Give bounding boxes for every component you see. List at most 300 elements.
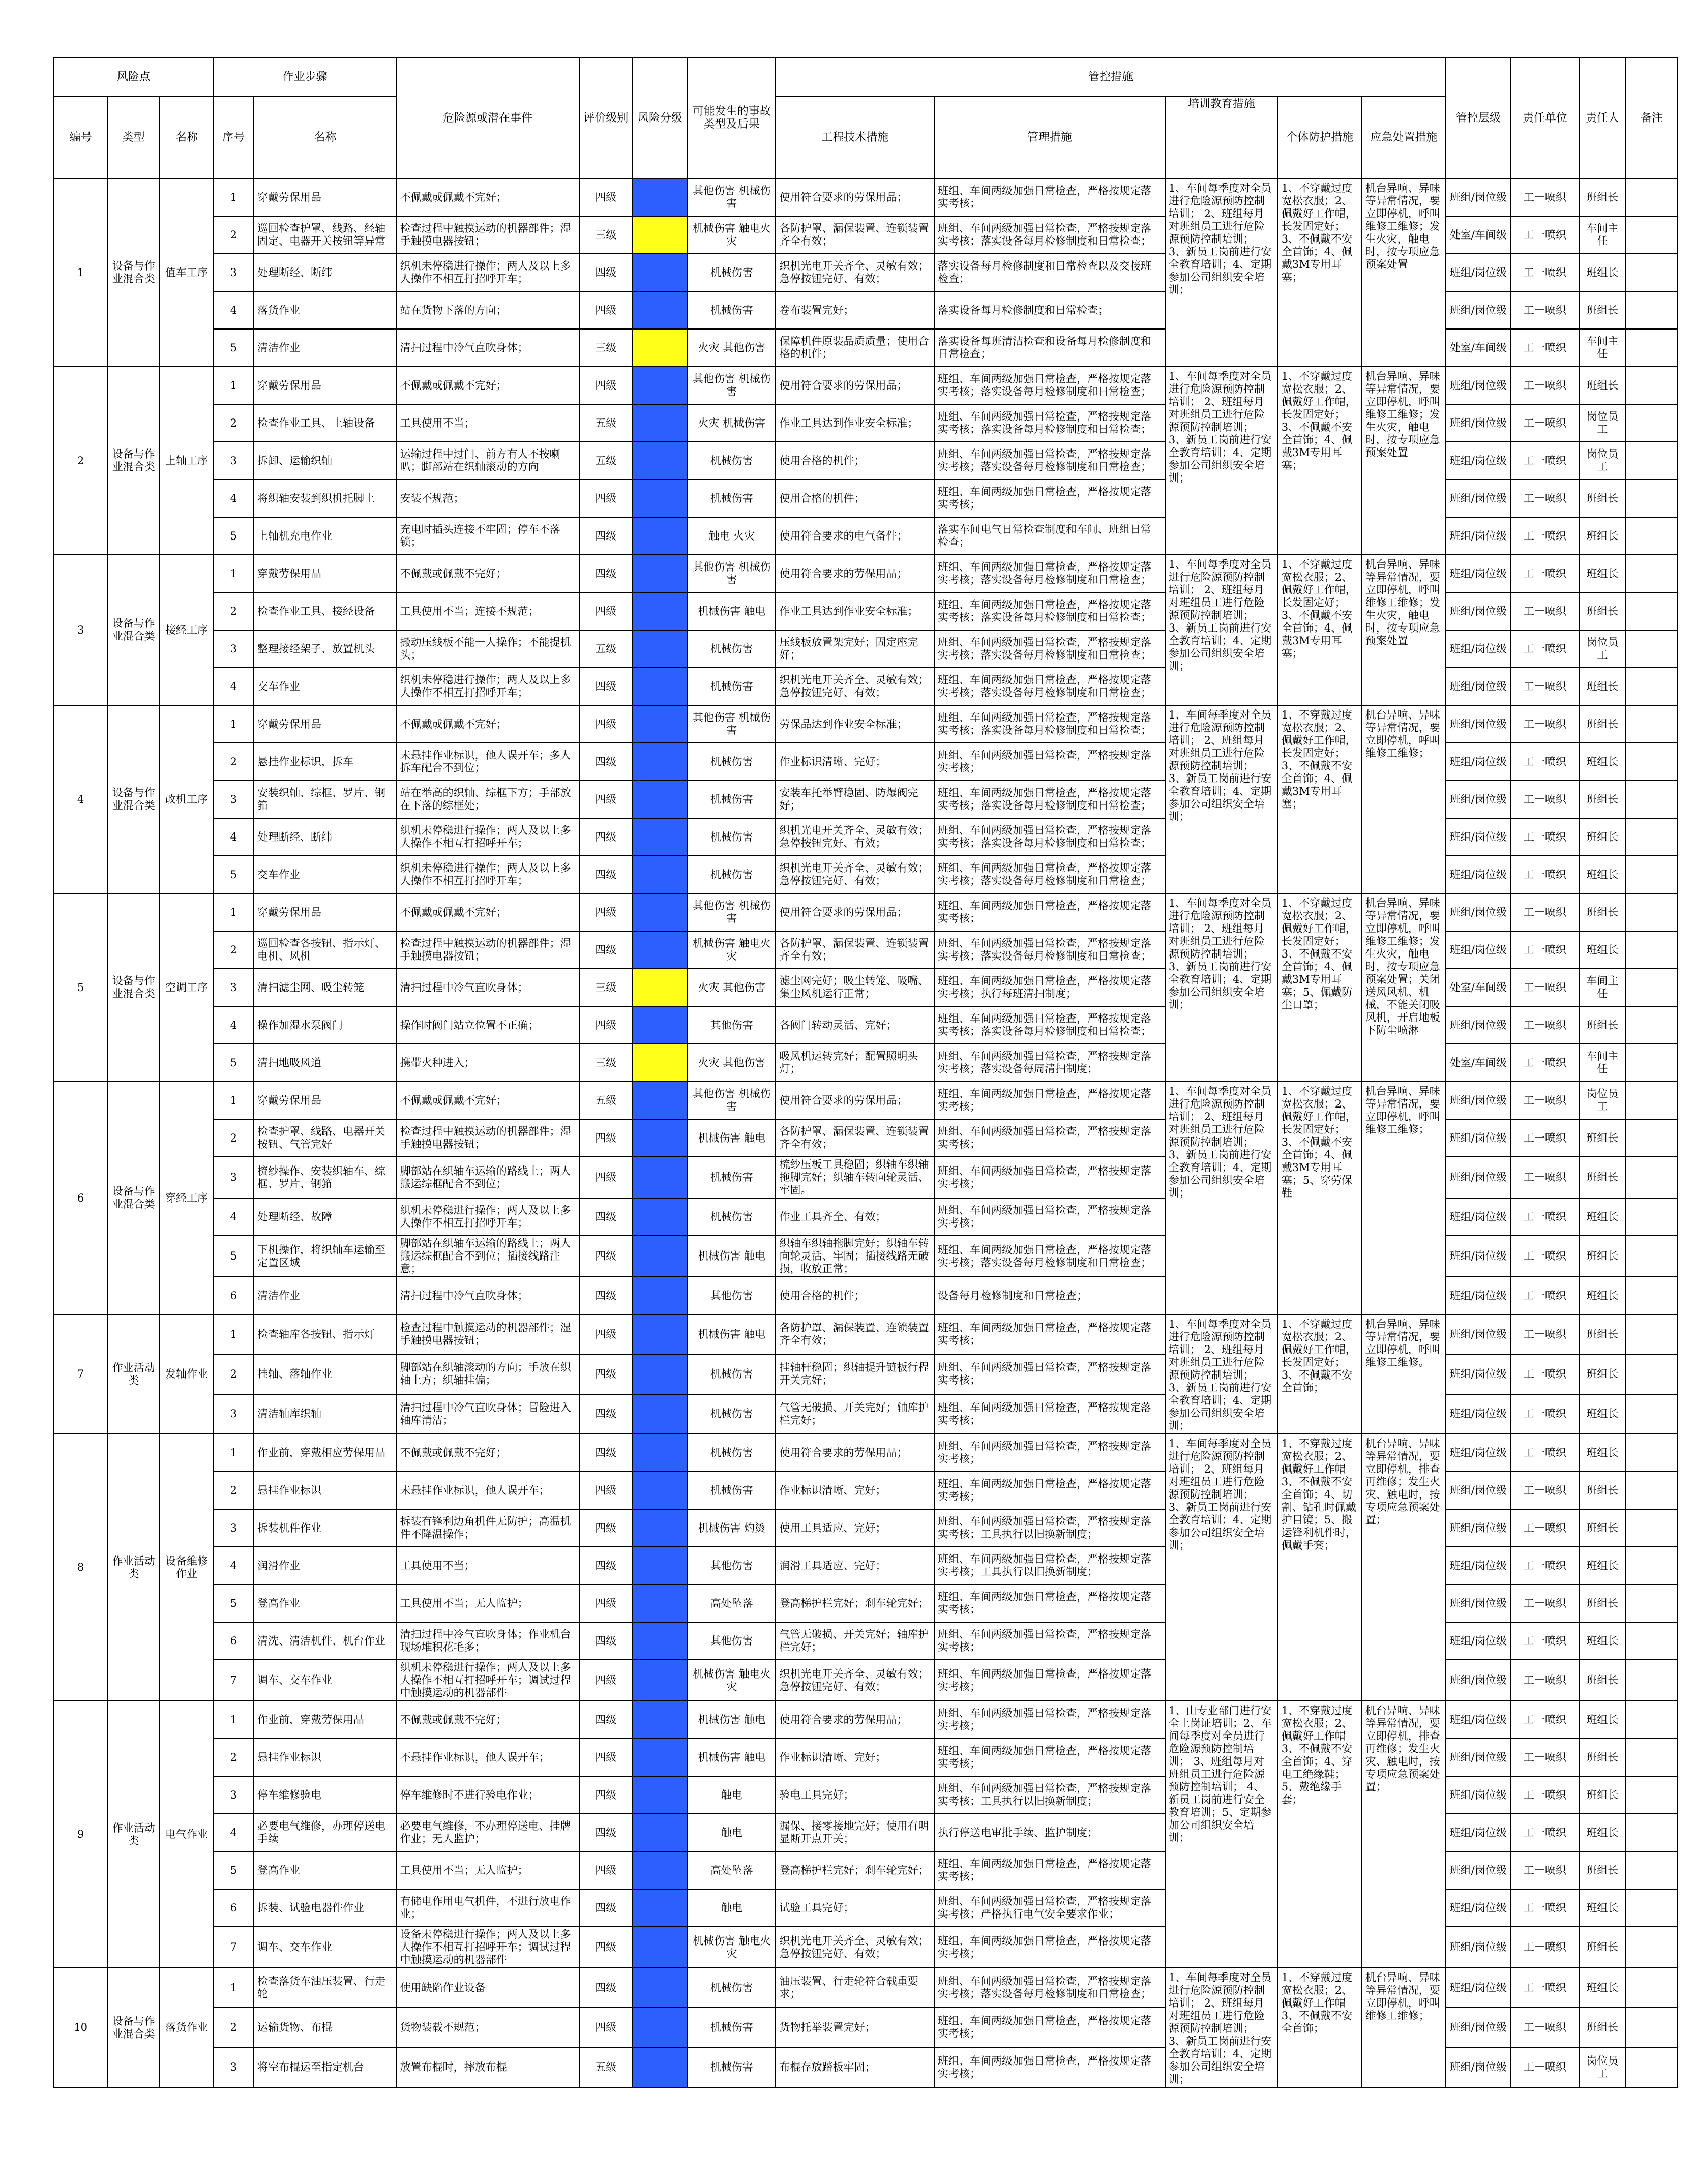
resp-person-cell: 班组长 [1579,1814,1626,1851]
accident-cell: 高处坠落 [688,1584,776,1622]
step-seq: 5 [214,856,254,893]
accident-cell: 机械伤害 [688,2008,776,2047]
header-ppe: 个体防护措施 [1278,96,1362,178]
resp-person-cell: 班组长 [1579,178,1626,216]
hazard-cell: 清扫过程中冷气直吹身体； [397,329,579,367]
risk-grade-color [633,291,688,329]
control-level-cell: 班组/岗位级 [1446,2048,1511,2087]
control-level-cell: 班组/岗位级 [1446,856,1511,893]
engineering-measure: 验电工具完好； [776,1776,934,1814]
risk-grade-color [633,329,688,367]
step-name: 作业前，穿戴相应劳保用品 [254,1434,397,1472]
risk-point-number: 7 [54,1314,107,1434]
step-name: 悬挂作业标识 [254,1739,397,1776]
control-level-cell: 班组/岗位级 [1446,1472,1511,1509]
risk-grade-color [633,1314,688,1354]
eval-level-cell: 四级 [579,1434,633,1472]
step-name: 拆装、试验电器件作业 [254,1889,397,1927]
control-level-cell: 班组/岗位级 [1446,1584,1511,1622]
engineering-measure: 使用符合要求的劳保用品； [776,178,934,216]
remark-cell [1626,705,1678,743]
remark-cell [1626,2008,1678,2047]
management-measure: 班组、车间两级加强日常检查，严格按规定落实考核；落实设备每月检修制度和日常检查； [934,216,1165,254]
eval-level-cell: 三级 [579,216,633,254]
resp-person-cell: 班组长 [1579,743,1626,781]
engineering-measure: 织机光电开关齐全、灵敏有效；急停按钮完好、有效； [776,254,934,291]
resp-person-cell: 班组长 [1579,1472,1626,1509]
risk-grade-color [633,818,688,856]
engineering-measure: 作业工具齐全、有效； [776,1198,934,1236]
control-level-cell: 班组/岗位级 [1446,931,1511,969]
step-seq: 1 [214,893,254,931]
hazard-cell: 检查过程中触摸运动的机器部件；湿手触摸电器按钮； [397,1314,579,1354]
risk-point-type: 设备与作业混合类 [107,893,160,1082]
remark-cell [1626,367,1678,404]
hazard-cell: 织机未停稳进行操作；两人及以上多人操作不相互打招呼开车； [397,856,579,893]
resp-unit-cell: 工一喷织 [1511,1198,1579,1236]
remark-cell [1626,592,1678,630]
resp-unit-cell: 工一喷织 [1511,1739,1579,1776]
risk-grade-color [633,1701,688,1739]
step-name: 巡回检查各按钮、指示灯、电机、风机 [254,931,397,969]
resp-unit-cell: 工一喷织 [1511,1889,1579,1927]
engineering-measure: 使用符合要求的劳保用品； [776,1701,934,1739]
resp-person-cell: 班组长 [1579,1851,1626,1889]
eval-level-cell: 四级 [579,291,633,329]
eval-level-cell: 四级 [579,818,633,856]
management-measure: 班组、车间两级加强日常检查，严格按规定落实考核； [934,1354,1165,1394]
engineering-measure: 布棍存放踏板牢固； [776,2048,934,2087]
engineering-measure: 保障机件原装品质质量；使用合格的机件； [776,329,934,367]
remark-cell [1626,1472,1678,1509]
accident-cell: 机械伤害 [688,2048,776,2087]
table-row [54,1968,1678,2008]
header-remark: 备注 [1626,57,1678,178]
step-name: 检查落货车油压装置、行走轮 [254,1968,397,2008]
risk-grade-color [633,1119,688,1157]
step-name: 安装织轴、综框、罗片、钢筘 [254,781,397,818]
risk-point-name: 改机工序 [160,705,213,893]
risk-point-type: 设备与作业混合类 [107,178,160,367]
eval-level-cell: 四级 [579,1157,633,1198]
eval-level-cell: 四级 [579,705,633,743]
risk-point-name: 上轴工序 [160,367,213,555]
resp-person-cell: 班组长 [1579,668,1626,705]
remark-cell [1626,1082,1678,1119]
step-name: 停车维修验电 [254,1776,397,1814]
accident-cell: 机械伤害 触电 [688,1739,776,1776]
remark-cell [1626,216,1678,254]
management-measure: 落实车间电气日常检查制度和车间、班组日常检查； [934,517,1165,555]
step-name: 必要电气维修，办理停送电手续 [254,1814,397,1851]
risk-grade-color [633,1006,688,1044]
eval-level-cell: 四级 [579,1472,633,1509]
resp-person-cell: 班组长 [1579,555,1626,592]
eval-level-cell: 四级 [579,743,633,781]
engineering-measure: 劳保品达到作业安全标准； [776,705,934,743]
step-seq: 5 [214,1851,254,1889]
management-measure: 落实设备每班清洁检查和设备每月检修制度和日常检查； [934,329,1165,367]
hazard-cell: 必要电气维修，不办理停送电、挂牌作业；无人监护； [397,1814,579,1851]
risk-grade-color [633,893,688,931]
eval-level-cell: 四级 [579,592,633,630]
resp-person-cell: 班组长 [1579,1584,1626,1622]
step-name: 将织轴安装到织机托脚上 [254,480,397,517]
accident-cell: 其他伤害 [688,1277,776,1314]
resp-unit-cell: 工一喷织 [1511,517,1579,555]
step-name: 登高作业 [254,1851,397,1889]
resp-unit-cell: 工一喷织 [1511,1509,1579,1547]
risk-point-number: 9 [54,1701,107,1968]
resp-unit-cell: 工一喷织 [1511,1472,1579,1509]
risk-point-name: 接经工序 [160,555,213,705]
eval-level-cell: 四级 [579,367,633,404]
step-seq: 1 [214,705,254,743]
risk-point-number: 8 [54,1434,107,1701]
accident-cell: 高处坠落 [688,1851,776,1889]
hazard-cell: 脚部站在织轴车运输的路线上；两人搬运综框配合不到位； [397,1157,579,1198]
eval-level-cell: 四级 [579,1968,633,2008]
risk-grade-color [633,1509,688,1547]
accident-cell: 机械伤害 触电 [688,1119,776,1157]
step-name: 检查作业工具、上轴设备 [254,404,397,442]
control-level-cell: 班组/岗位级 [1446,1889,1511,1927]
eval-level-cell: 四级 [579,1739,633,1776]
hazard-cell: 检查过程中触摸运动的机器部件；湿手触摸电器按钮； [397,216,579,254]
remark-cell [1626,1776,1678,1814]
accident-cell: 其他伤害 机械伤害 [688,367,776,404]
resp-person-cell: 班组长 [1579,367,1626,404]
hazard-cell: 充电时插头连接不牢固；停车不落锁； [397,517,579,555]
management-measure: 设备每月检修制度和日常检查； [934,1277,1165,1314]
step-name: 清洁作业 [254,1277,397,1314]
management-measure: 班组、车间两级加强日常检查，严格按规定落实考核；执行每班清扫制度； [934,969,1165,1006]
risk-grade-color [633,856,688,893]
resp-person-cell: 班组长 [1579,931,1626,969]
step-name: 下机操作，将织轴车运输至定置区域 [254,1236,397,1277]
resp-person-cell: 班组长 [1579,856,1626,893]
risk-grade-color [633,1547,688,1584]
emergency-measure: 机台异响、异味等异常情况，要立即停机，排查再维修；发生火灾、触电时，按专项应急预案处置； [1362,1701,1446,1968]
management-measure: 班组、车间两级加强日常检查，严格按规定落实考核； [934,1584,1165,1622]
remark-cell [1626,1889,1678,1927]
risk-grade-color [633,1889,688,1927]
eval-level-cell: 四级 [579,1776,633,1814]
management-measure: 班组、车间两级加强日常检查，严格按规定落实考核；落实设备每月检修制度和日常检查； [934,1968,1165,2008]
remark-cell [1626,555,1678,592]
risk-point-type: 设备与作业混合类 [107,367,160,555]
hazard-cell: 未悬挂作业标识，他人误开车；多人拆车配合不到位； [397,743,579,781]
control-level-cell: 班组/岗位级 [1446,705,1511,743]
control-level-cell: 班组/岗位级 [1446,2008,1511,2047]
control-level-cell: 班组/岗位级 [1446,1739,1511,1776]
hazard-cell: 运输过程中过门、前方有人不按喇叭；脚部站在织轴滚动的方向 [397,442,579,480]
eval-level-cell: 四级 [579,555,633,592]
management-measure: 班组、车间两级加强日常检查，严格按规定落实考核； [934,1739,1165,1776]
risk-grade-color [633,1584,688,1622]
training-measure: 1、车间每季度对全员进行危险源预防控制培训； 2、班组每月对班组员工进行危险源预防控制培训； 3、新员工岗前进行安全教育培训；4、定期参加公司组织安全培训； [1165,1314,1278,1434]
risk-grade-color [633,367,688,404]
resp-person-cell: 岗位员工 [1579,630,1626,668]
eval-level-cell: 四级 [579,1354,633,1394]
accident-cell: 机械伤害 触电火灾 [688,1660,776,1701]
eval-level-cell: 五级 [579,2048,633,2087]
remark-cell [1626,1236,1678,1277]
accident-cell: 触电 [688,1889,776,1927]
engineering-measure: 织机光电开关齐全、灵敏有效；急停按钮完好、有效； [776,668,934,705]
management-measure: 班组、车间两级加强日常检查，严格按规定落实考核； [934,893,1165,931]
resp-person-cell: 班组长 [1579,781,1626,818]
risk-point-type: 设备与作业混合类 [107,555,160,705]
management-measure: 班组、车间两级加强日常检查，严格按规定落实考核；落实设备每月检修制度和日常检查； [934,931,1165,969]
ppe-measure: 1、不穿戴过度宽松衣服；2、佩戴好工作帽，长发固定好；3、不佩戴不安全首饰；4、佩戴3M专用耳塞；5、佩戴防尘口罩； [1278,893,1362,1082]
remark-cell [1626,818,1678,856]
accident-cell: 其他伤害 机械伤害 [688,893,776,931]
step-seq: 3 [214,1157,254,1198]
header-hazard: 危险源或潜在事件 [397,57,579,178]
step-seq: 2 [214,743,254,781]
engineering-measure: 作业工具达到作业安全标准； [776,404,934,442]
step-name: 清扫滤尘网、吸尘转笼 [254,969,397,1006]
step-name: 拆装机件作业 [254,1509,397,1547]
accident-cell: 机械伤害 [688,254,776,291]
step-name: 处理断经、故障 [254,1198,397,1236]
management-measure: 落实设备每月检修制度和日常检查； [934,291,1165,329]
resp-person-cell: 班组长 [1579,1236,1626,1277]
step-seq: 7 [214,1660,254,1701]
control-level-cell: 处室/车间级 [1446,1044,1511,1082]
step-seq: 1 [214,1082,254,1119]
remark-cell [1626,1314,1678,1354]
risk-grade-color [633,1776,688,1814]
control-level-cell: 班组/岗位级 [1446,668,1511,705]
control-level-cell: 班组/岗位级 [1446,1509,1511,1547]
eval-level-cell: 四级 [579,2008,633,2047]
accident-cell: 其他伤害 [688,1622,776,1660]
header-risk-point: 风险点 [54,57,214,96]
resp-person-cell: 班组长 [1579,1277,1626,1314]
step-seq: 2 [214,592,254,630]
resp-unit-cell: 工一喷织 [1511,1622,1579,1660]
engineering-measure: 作业标识清晰、完好； [776,1472,934,1509]
remark-cell [1626,1927,1678,1968]
resp-person-cell: 班组长 [1579,517,1626,555]
hazard-cell: 设备未停稳进行操作；两人及以上多人操作不相互打招呼开车；调试过程中触摸运动的机器部件 [397,1927,579,1968]
resp-person-cell: 班组长 [1579,1889,1626,1927]
step-name: 润滑作业 [254,1547,397,1584]
management-measure: 班组、车间两级加强日常检查，严格按规定落实考核； [934,1314,1165,1354]
eval-level-cell: 四级 [579,1814,633,1851]
resp-unit-cell: 工一喷织 [1511,1434,1579,1472]
resp-person-cell: 班组长 [1579,2008,1626,2047]
header-mgmt: 管理措施 [934,96,1165,178]
resp-person-cell: 班组长 [1579,893,1626,931]
step-seq: 5 [214,1044,254,1082]
risk-point-name: 落货作业 [160,1968,213,2087]
remark-cell [1626,178,1678,216]
engineering-measure: 吸风机运转完好；配置照明头灯； [776,1044,934,1082]
accident-cell: 机械伤害 灼烫 [688,1509,776,1547]
engineering-measure: 挂轴杆稳固；织轴提升链板行程开关完好； [776,1354,934,1394]
resp-unit-cell: 工一喷织 [1511,329,1579,367]
eval-level-cell: 三级 [579,969,633,1006]
step-seq: 1 [214,1314,254,1354]
risk-point-name: 值车工序 [160,178,213,367]
risk-grade-color [633,1198,688,1236]
resp-person-cell: 班组长 [1579,705,1626,743]
hazard-cell: 清扫过程中冷气直吹身体；作业机台现场堆积花毛多； [397,1622,579,1660]
eval-level-cell: 五级 [579,630,633,668]
risk-grade-color [633,254,688,291]
step-seq: 1 [214,367,254,404]
engineering-measure: 卷布装置完好； [776,291,934,329]
hazard-cell: 未悬挂作业标识，他人误开车； [397,1472,579,1509]
risk-point-number: 4 [54,705,107,893]
management-measure: 班组、车间两级加强日常检查，严格按规定落实考核； [934,1927,1165,1968]
table-row [54,705,1678,743]
resp-unit-cell: 工一喷织 [1511,1584,1579,1622]
ppe-measure: 1、不穿戴过度宽松衣服；2、佩戴好工作帽3、不佩戴不安全首饰；4、切割、钻孔时佩戴护目镜；5、搬运锋利机件时，佩戴手套； [1278,1434,1362,1701]
resp-person-cell: 车间主任 [1579,329,1626,367]
resp-unit-cell: 工一喷织 [1511,969,1579,1006]
ppe-measure: 1、不穿戴过度宽松衣服；2、佩戴好工作帽，长发固定好；3、不佩戴不安全首饰；4、佩戴3M专用耳塞； [1278,178,1362,367]
step-name: 将空布棍运至指定机台 [254,2048,397,2087]
step-seq: 2 [214,216,254,254]
step-name: 穿戴劳保用品 [254,178,397,216]
risk-point-type: 设备与作业混合类 [107,1968,160,2087]
hazard-cell: 工具使用不当；无人监护； [397,1584,579,1622]
resp-person-cell: 岗位员工 [1579,1082,1626,1119]
resp-unit-cell: 工一喷织 [1511,1044,1579,1082]
resp-person-cell: 班组长 [1579,1394,1626,1434]
step-seq: 1 [214,1434,254,1472]
resp-person-cell: 班组长 [1579,1622,1626,1660]
remark-cell [1626,1509,1678,1547]
resp-unit-cell: 工一喷织 [1511,592,1579,630]
resp-person-cell: 班组长 [1579,1157,1626,1198]
resp-unit-cell: 工一喷织 [1511,2048,1579,2087]
risk-point-number: 1 [54,178,107,367]
resp-unit-cell: 工一喷织 [1511,555,1579,592]
risk-grade-color [633,668,688,705]
accident-cell: 机械伤害 触电 [688,1314,776,1354]
accident-cell: 机械伤害 [688,1394,776,1434]
resp-person-cell: 班组长 [1579,1509,1626,1547]
step-name: 整理接经架子、放置机头 [254,630,397,668]
risk-grade-color [633,781,688,818]
remark-cell [1626,1851,1678,1889]
management-measure: 班组、车间两级加强日常检查，严格按规定落实考核；落实设备每月检修制度和日常检查； [934,1236,1165,1277]
hazard-cell: 携带火种进入； [397,1044,579,1082]
table-row [54,178,1678,216]
risk-grade-color [633,1044,688,1082]
risk-grade-color [633,705,688,743]
emergency-measure: 机台异响、异味等异常情况，要立即停机，呼叫维修工维修； [1362,705,1446,893]
management-measure: 班组、车间两级加强日常检查，严格按规定落实考核；落实设备每周清扫制度； [934,1044,1165,1082]
risk-control-table [53,57,1678,2088]
eval-level-cell: 四级 [579,1509,633,1547]
hazard-cell: 织机未停稳进行操作；两人及以上多人操作不相互打招呼开车； [397,818,579,856]
resp-unit-cell: 工一喷织 [1511,216,1579,254]
management-measure: 班组、车间两级加强日常检查，严格按规定落实考核；落实设备每月检修制度和日常检查； [934,818,1165,856]
resp-unit-cell: 工一喷织 [1511,1236,1579,1277]
management-measure: 班组、车间两级加强日常检查，严格按规定落实考核；落实设备每月检修制度和日常检查； [934,781,1165,818]
engineering-measure: 气管无破损、开关完好；轴库护栏完好； [776,1394,934,1434]
eval-level-cell: 四级 [579,781,633,818]
accident-cell: 机械伤害 触电 [688,1236,776,1277]
accident-cell: 火灾 其他伤害 [688,329,776,367]
eval-level-cell: 五级 [579,1082,633,1119]
resp-person-cell: 班组长 [1579,291,1626,329]
accident-cell: 机械伤害 触电 [688,592,776,630]
emergency-measure: 机台异响、异味等异常情况，要立即停机，呼叫维修工维修； [1362,1082,1446,1314]
remark-cell [1626,254,1678,291]
hazard-cell: 工具使用不当； [397,1547,579,1584]
risk-grade-color [633,517,688,555]
step-name: 交车作业 [254,856,397,893]
management-measure: 班组、车间两级加强日常检查，严格按规定落实考核；落实设备每月检修制度和日常检查； [934,555,1165,592]
risk-point-type: 作业活动类 [107,1314,160,1434]
eval-level-cell: 四级 [579,1584,633,1622]
header-no: 编号 [54,96,107,178]
management-measure: 班组、车间两级加强日常检查，严格按规定落实考核； [934,178,1165,216]
eval-level-cell: 四级 [579,1547,633,1584]
control-level-cell: 班组/岗位级 [1446,743,1511,781]
ppe-measure: 1、不穿戴过度宽松衣服；2、佩戴好工作帽3、不佩戴不安全首饰；4、穿电工绝缘鞋；5、戴绝缘手套； [1278,1701,1362,1968]
management-measure: 班组、车间两级加强日常检查，严格按规定落实考核； [934,480,1165,517]
eval-level-cell: 五级 [579,404,633,442]
risk-grade-color [633,1622,688,1660]
management-measure: 班组、车间两级加强日常检查，严格按规定落实考核；落实设备每月检修制度和日常检查； [934,630,1165,668]
hazard-cell: 不佩戴或佩戴不完好； [397,1082,579,1119]
engineering-measure: 织机光电开关齐全、灵敏有效；急停按钮完好、有效； [776,856,934,893]
step-seq: 5 [214,1236,254,1277]
management-measure: 班组、车间两级加强日常检查，严格按规定落实考核； [934,2048,1165,2087]
accident-cell: 机械伤害 [688,781,776,818]
hazard-cell: 织机未停稳进行操作；两人及以上多人操作不相互打招呼开车；调试过程中触摸运动的机器部件 [397,1660,579,1701]
remark-cell [1626,1394,1678,1434]
risk-grade-color [633,1082,688,1119]
resp-unit-cell: 工一喷织 [1511,705,1579,743]
remark-cell [1626,781,1678,818]
management-measure: 班组、车间两级加强日常检查，严格按规定落实考核；落实设备每月检修制度和日常检查； [934,1006,1165,1044]
step-name: 清洁作业 [254,329,397,367]
hazard-cell: 织机未停稳进行操作；两人及以上多人操作不相互打招呼开车； [397,668,579,705]
control-level-cell: 班组/岗位级 [1446,1082,1511,1119]
remark-cell [1626,1622,1678,1660]
hazard-cell: 站在举高的织轴、综框下方；手部放在下落的综框处； [397,781,579,818]
hazard-cell: 不佩戴或佩戴不完好； [397,367,579,404]
resp-person-cell: 班组长 [1579,1006,1626,1044]
step-seq: 2 [214,931,254,969]
control-level-cell: 班组/岗位级 [1446,404,1511,442]
resp-unit-cell: 工一喷织 [1511,1277,1579,1314]
resp-unit-cell: 工一喷织 [1511,1660,1579,1701]
engineering-measure: 使用合格的机件； [776,442,934,480]
remark-cell [1626,1584,1678,1622]
management-measure: 班组、车间两级加强日常检查，严格按规定落实考核； [934,2008,1165,2047]
step-name: 悬挂作业标识 [254,1472,397,1509]
accident-cell: 其他伤害 机械伤害 [688,1082,776,1119]
step-name: 穿戴劳保用品 [254,555,397,592]
control-level-cell: 班组/岗位级 [1446,1968,1511,2008]
risk-grade-color [633,969,688,1006]
control-level-cell: 班组/岗位级 [1446,592,1511,630]
resp-unit-cell: 工一喷织 [1511,254,1579,291]
resp-unit-cell: 工一喷织 [1511,404,1579,442]
step-name: 检查轴库各按钮、指示灯 [254,1314,397,1354]
resp-unit-cell: 工一喷织 [1511,668,1579,705]
